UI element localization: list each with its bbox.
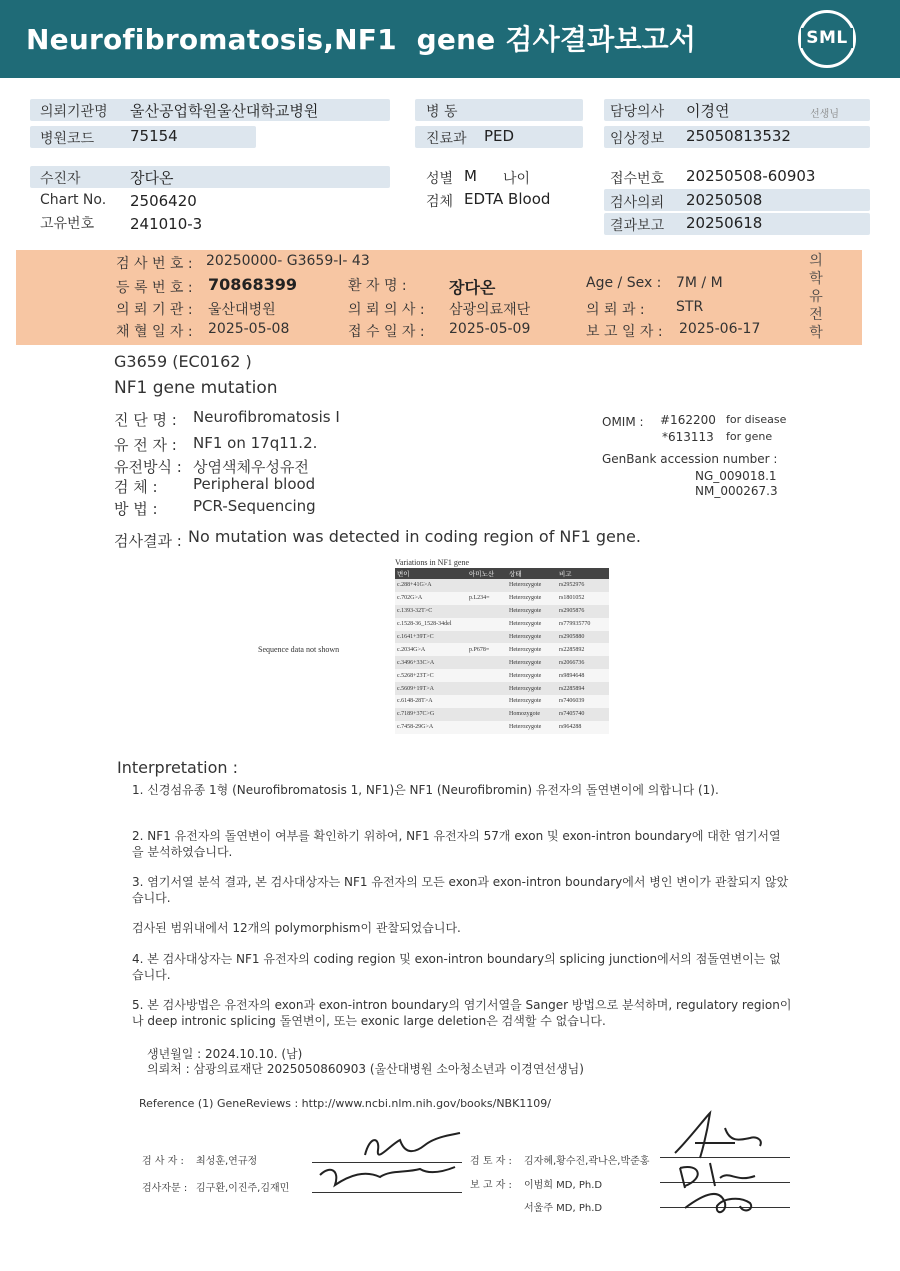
report-date-label: 결과보고: [610, 218, 665, 234]
table-row: [395, 669, 609, 682]
ward-label: 병 동: [426, 104, 458, 120]
table-cell: rs1801052: [557, 592, 609, 605]
patient-field: [30, 166, 390, 188]
age-sex-value: 7M / M: [676, 275, 723, 291]
patient-label: 수진자: [40, 171, 81, 187]
test-no-label: 검 사 번 호 :: [116, 256, 193, 272]
table-cell: rs2066736: [557, 656, 609, 669]
diagnosis-label: 진 단 명 :: [114, 411, 177, 429]
table-cell: [467, 631, 507, 644]
table-row: [395, 656, 609, 669]
interp-paragraph-2: 2. NF1 유전자의 돌연변이 여부를 확인하기 위하여, NF1 유전자의 57개 exon 및 exon-intron boundary에 대한 염기서열을 분석하였습니다.: [132, 829, 781, 859]
genbank-1: NG_009018.1: [695, 469, 777, 483]
vertical-char: 전: [809, 307, 823, 323]
col-note: 비고: [557, 568, 609, 579]
table-row: [395, 605, 609, 618]
request-label: 검사의뢰: [610, 195, 665, 211]
hospital-code-value: 75154: [130, 127, 178, 145]
reporter-label: 보 고 자 :: [470, 1180, 512, 1191]
table-cell: [467, 618, 507, 631]
request-value: 20250508: [686, 191, 763, 209]
reviewer-label: 검 토 자 :: [470, 1156, 512, 1167]
gene-label: 유 전 자 :: [114, 436, 177, 454]
test-code: G3659 (EC0162 ): [114, 352, 252, 371]
age-label: 나이: [503, 171, 531, 187]
table-cell: rs2952976: [557, 579, 609, 592]
examiner-signature-icon: [310, 1125, 470, 1205]
report-title: Neurofibromatosis,NF1 gene 검사결과보고서: [26, 23, 697, 56]
table-row: [395, 708, 609, 721]
gene-value: NF1 on 17q11.2.: [193, 434, 318, 452]
table-row: [395, 592, 609, 605]
omim-disease: #162200: [660, 413, 716, 427]
table-row: [395, 721, 609, 734]
reference: Reference (1) GeneReviews : http://www.ncbi.nlm.nih.gov/books/NBK1109/: [139, 1097, 552, 1110]
table-row: [395, 643, 609, 656]
col-variant: 변이: [395, 568, 467, 579]
table-cell: c.1528-36_1528-34del: [395, 618, 467, 631]
band-dept-value: STR: [676, 299, 704, 315]
band-patient-label: 환 자 명 :: [348, 278, 407, 294]
interp-paragraph-5: 5. 본 검사방법은 유전자의 exon과 exon-intron boundary의 염기서열을 Sanger 방법으로 분석하며, regulatory region이나 deep intronic splicing 돌연변이, 또는 exonic large deletion은 검색할 수 없습니다.: [132, 998, 792, 1028]
method-value: PCR-Sequencing: [193, 497, 316, 515]
band-receipt-label: 접 수 일 자 :: [348, 324, 425, 340]
table-cell: [467, 579, 507, 592]
omim-gene-note: for gene: [726, 430, 773, 443]
interp-paragraph-1: 1. 신경섬유종 1형 (Neurofibromatosis 1, NF1)은 NF1 (Neurofibromin) 유전자의 돌연변이에 의합니다 (1).: [132, 783, 719, 797]
interp-paragraph-3b: 검사된 범위내에서 12개의 polymorphism이 관찰되었습니다.: [132, 921, 461, 935]
band-inst-value: 울산대병원: [208, 302, 276, 318]
table-cell: c.7189+37C>G: [395, 708, 467, 721]
table-cell: Heterozygote: [507, 721, 557, 734]
band-patient-value: 장다온: [449, 278, 496, 297]
table-cell: Heterozygote: [507, 682, 557, 695]
table-cell: rs779935770: [557, 618, 609, 631]
dept-label: 진료과: [426, 131, 467, 147]
table-cell: Heterozygote: [507, 579, 557, 592]
table-cell: rs7406039: [557, 695, 609, 708]
collect-value: 2025-05-08: [208, 321, 290, 337]
table-cell: c.3496+33C>A: [395, 656, 467, 669]
scan-header-band: [16, 250, 862, 345]
reviewer-value: 김자혜,황수진,곽나은,박준홍: [524, 1156, 650, 1167]
receipt-label: 접수번호: [610, 171, 665, 187]
examiner-value: 최성훈,연규정: [196, 1156, 258, 1167]
table-cell: rs2285892: [557, 643, 609, 656]
table-cell: Heterozygote: [507, 605, 557, 618]
table-cell: [467, 605, 507, 618]
clinical-label: 임상정보: [610, 131, 665, 147]
table-cell: Heterozygote: [507, 669, 557, 682]
vertical-char: 학: [809, 325, 823, 341]
table-row: [395, 695, 609, 708]
table-cell: c.5609+19T>A: [395, 682, 467, 695]
band-receipt-value: 2025-05-09: [449, 321, 531, 337]
band-inst-label: 의 뢰 기 관 :: [116, 302, 193, 318]
genbank-2: NM_000267.3: [695, 484, 778, 498]
test-name: NF1 gene mutation: [114, 378, 278, 398]
table-cell: c.702G>A: [395, 592, 467, 605]
table-cell: Heterozygote: [507, 592, 557, 605]
doctor-label: 담당의사: [610, 104, 665, 120]
omim-disease-note: for disease: [726, 413, 787, 426]
interpretation-heading: Interpretation :: [117, 758, 238, 777]
logo-text: SML: [801, 28, 853, 48]
table-cell: Homozygote: [507, 708, 557, 721]
reporter2-value: 서울주 MD, Ph.D: [524, 1203, 603, 1214]
sex-label: 성별: [426, 171, 454, 187]
inheritance-label: 유전방식 :: [114, 458, 182, 476]
table-cell: [467, 708, 507, 721]
table-cell: rs964288: [557, 721, 609, 734]
sequence-note: Sequence data not shown: [258, 645, 340, 654]
table-cell: Heterozygote: [507, 618, 557, 631]
table-cell: c.1641+39T>C: [395, 631, 467, 644]
doctor-value: 이경연: [686, 102, 730, 120]
institution-label: 의뢰기관명: [40, 104, 108, 120]
table-cell: Heterozygote: [507, 695, 557, 708]
test-no-value: 20250000- G3659-I- 43: [206, 253, 370, 269]
table-cell: rs9894648: [557, 669, 609, 682]
sex-value: M: [464, 167, 477, 185]
omim-label: OMIM :: [602, 415, 644, 429]
result-label: 검사결과 :: [114, 532, 182, 550]
variations-table: [395, 558, 609, 734]
report-header: [0, 0, 900, 78]
variations-caption: Variations in NF1 gene: [395, 558, 469, 567]
table-cell: c.288+41G>A: [395, 579, 467, 592]
genbank-label: GenBank accession number :: [602, 452, 778, 466]
table-cell: p.L234=: [467, 592, 507, 605]
band-dept-label: 의 뢰 과 :: [586, 302, 645, 318]
band-doctor-label: 의 뢰 의 사 :: [348, 302, 425, 318]
table-cell: [467, 669, 507, 682]
specimen-label: 검체: [426, 194, 454, 210]
table-cell: c.2034G>A: [395, 643, 467, 656]
table-row: [395, 682, 609, 695]
table-cell: Heterozygote: [507, 631, 557, 644]
unique-value: 241010-3: [130, 215, 203, 233]
requester: 의뢰처 : 삼광의료재단 2025050860903 (울산대병원 소아청소년과 이경연선생님): [147, 1062, 584, 1076]
table-cell: [467, 721, 507, 734]
collect-label: 채 혈 일 자 :: [116, 324, 193, 340]
unique-label: 고유번호: [40, 216, 95, 232]
diagnosis-value: Neurofibromatosis I: [193, 408, 340, 426]
table-cell: [467, 682, 507, 695]
age-sex-label: Age / Sex :: [586, 275, 662, 291]
table-row: [395, 579, 609, 592]
method-label: 방 법 :: [114, 500, 158, 518]
table-cell: rs2905880: [557, 631, 609, 644]
reporter-value: 이범희 MD, Ph.D: [524, 1180, 603, 1191]
clinical-value: 25050813532: [686, 127, 791, 145]
specimen-value: EDTA Blood: [464, 190, 551, 208]
inheritance-value: 상염색체우성유전: [193, 458, 309, 476]
col-amino-acid: 아미노산: [467, 568, 507, 579]
receipt-value: 20250508-60903: [686, 167, 816, 185]
assistant-label: 검사자문 :: [142, 1183, 188, 1194]
table-cell: c.6148-28T>A: [395, 695, 467, 708]
table-cell: c.5268+23T>C: [395, 669, 467, 682]
result-value: No mutation was detected in coding region of NF1 gene.: [188, 527, 641, 546]
sml-logo: [798, 10, 856, 68]
table-cell: Heterozygote: [507, 656, 557, 669]
vertical-char: 유: [809, 289, 823, 305]
assistant-value: 김구환,이진주,김재민: [196, 1183, 290, 1194]
reviewer-signature-icon: [665, 1108, 775, 1218]
table-row: [395, 631, 609, 644]
omim-gene: *613113: [662, 430, 714, 444]
report-date-value: 20250618: [686, 214, 763, 232]
vertical-department: [806, 252, 826, 342]
reg-no-label: 등 록 번 호 :: [116, 280, 193, 296]
vertical-char: 학: [809, 271, 823, 287]
specimen-label: 검 체 :: [114, 478, 158, 496]
table-cell: rs2285894: [557, 682, 609, 695]
table-cell: c.1393-32T>C: [395, 605, 467, 618]
band-doctor-value: 삼광의료재단: [449, 302, 531, 318]
table-cell: c.7458-29G>A: [395, 721, 467, 734]
doctor-suffix: 선생님: [810, 109, 839, 120]
table-cell: [467, 656, 507, 669]
table-cell: [467, 695, 507, 708]
chart-value: 2506420: [130, 192, 197, 210]
reg-no-value: 70868399: [208, 275, 298, 294]
interp-paragraph-3: 3. 염기서열 분석 결과, 본 검사대상자는 NF1 유전자의 모든 exon과 exon-intron boundary에서 병인 변이가 관찰되지 않았습니다.: [132, 875, 789, 905]
patient-value: 장다온: [130, 169, 174, 187]
chart-label: Chart No.: [40, 192, 107, 208]
table-cell: Heterozygote: [507, 643, 557, 656]
table-cell: p.P678=: [467, 643, 507, 656]
vertical-char: 의: [809, 253, 823, 269]
col-status: 상태: [507, 568, 557, 579]
institution-value: 울산공업학원울산대학교병원: [130, 102, 319, 120]
specimen-value: Peripheral blood: [193, 475, 316, 493]
interp-paragraph-4: 4. 본 검사대상자는 NF1 유전자의 coding region 및 exon-intron boundary의 splicing junction에서의 점돌연변이는 없습니다.: [132, 952, 781, 982]
hospital-code-label: 병원코드: [40, 131, 95, 147]
table-cell: rs7405740: [557, 708, 609, 721]
table-row: [395, 618, 609, 631]
table-cell: rs2905876: [557, 605, 609, 618]
date-of-birth: 생년월일 : 2024.10.10. (남): [147, 1047, 303, 1061]
band-report-label: 보 고 일 자 :: [586, 324, 663, 340]
band-report-value: 2025-06-17: [679, 321, 761, 337]
dept-value: PED: [484, 127, 515, 145]
examiner-label: 검 사 자 :: [142, 1156, 184, 1167]
